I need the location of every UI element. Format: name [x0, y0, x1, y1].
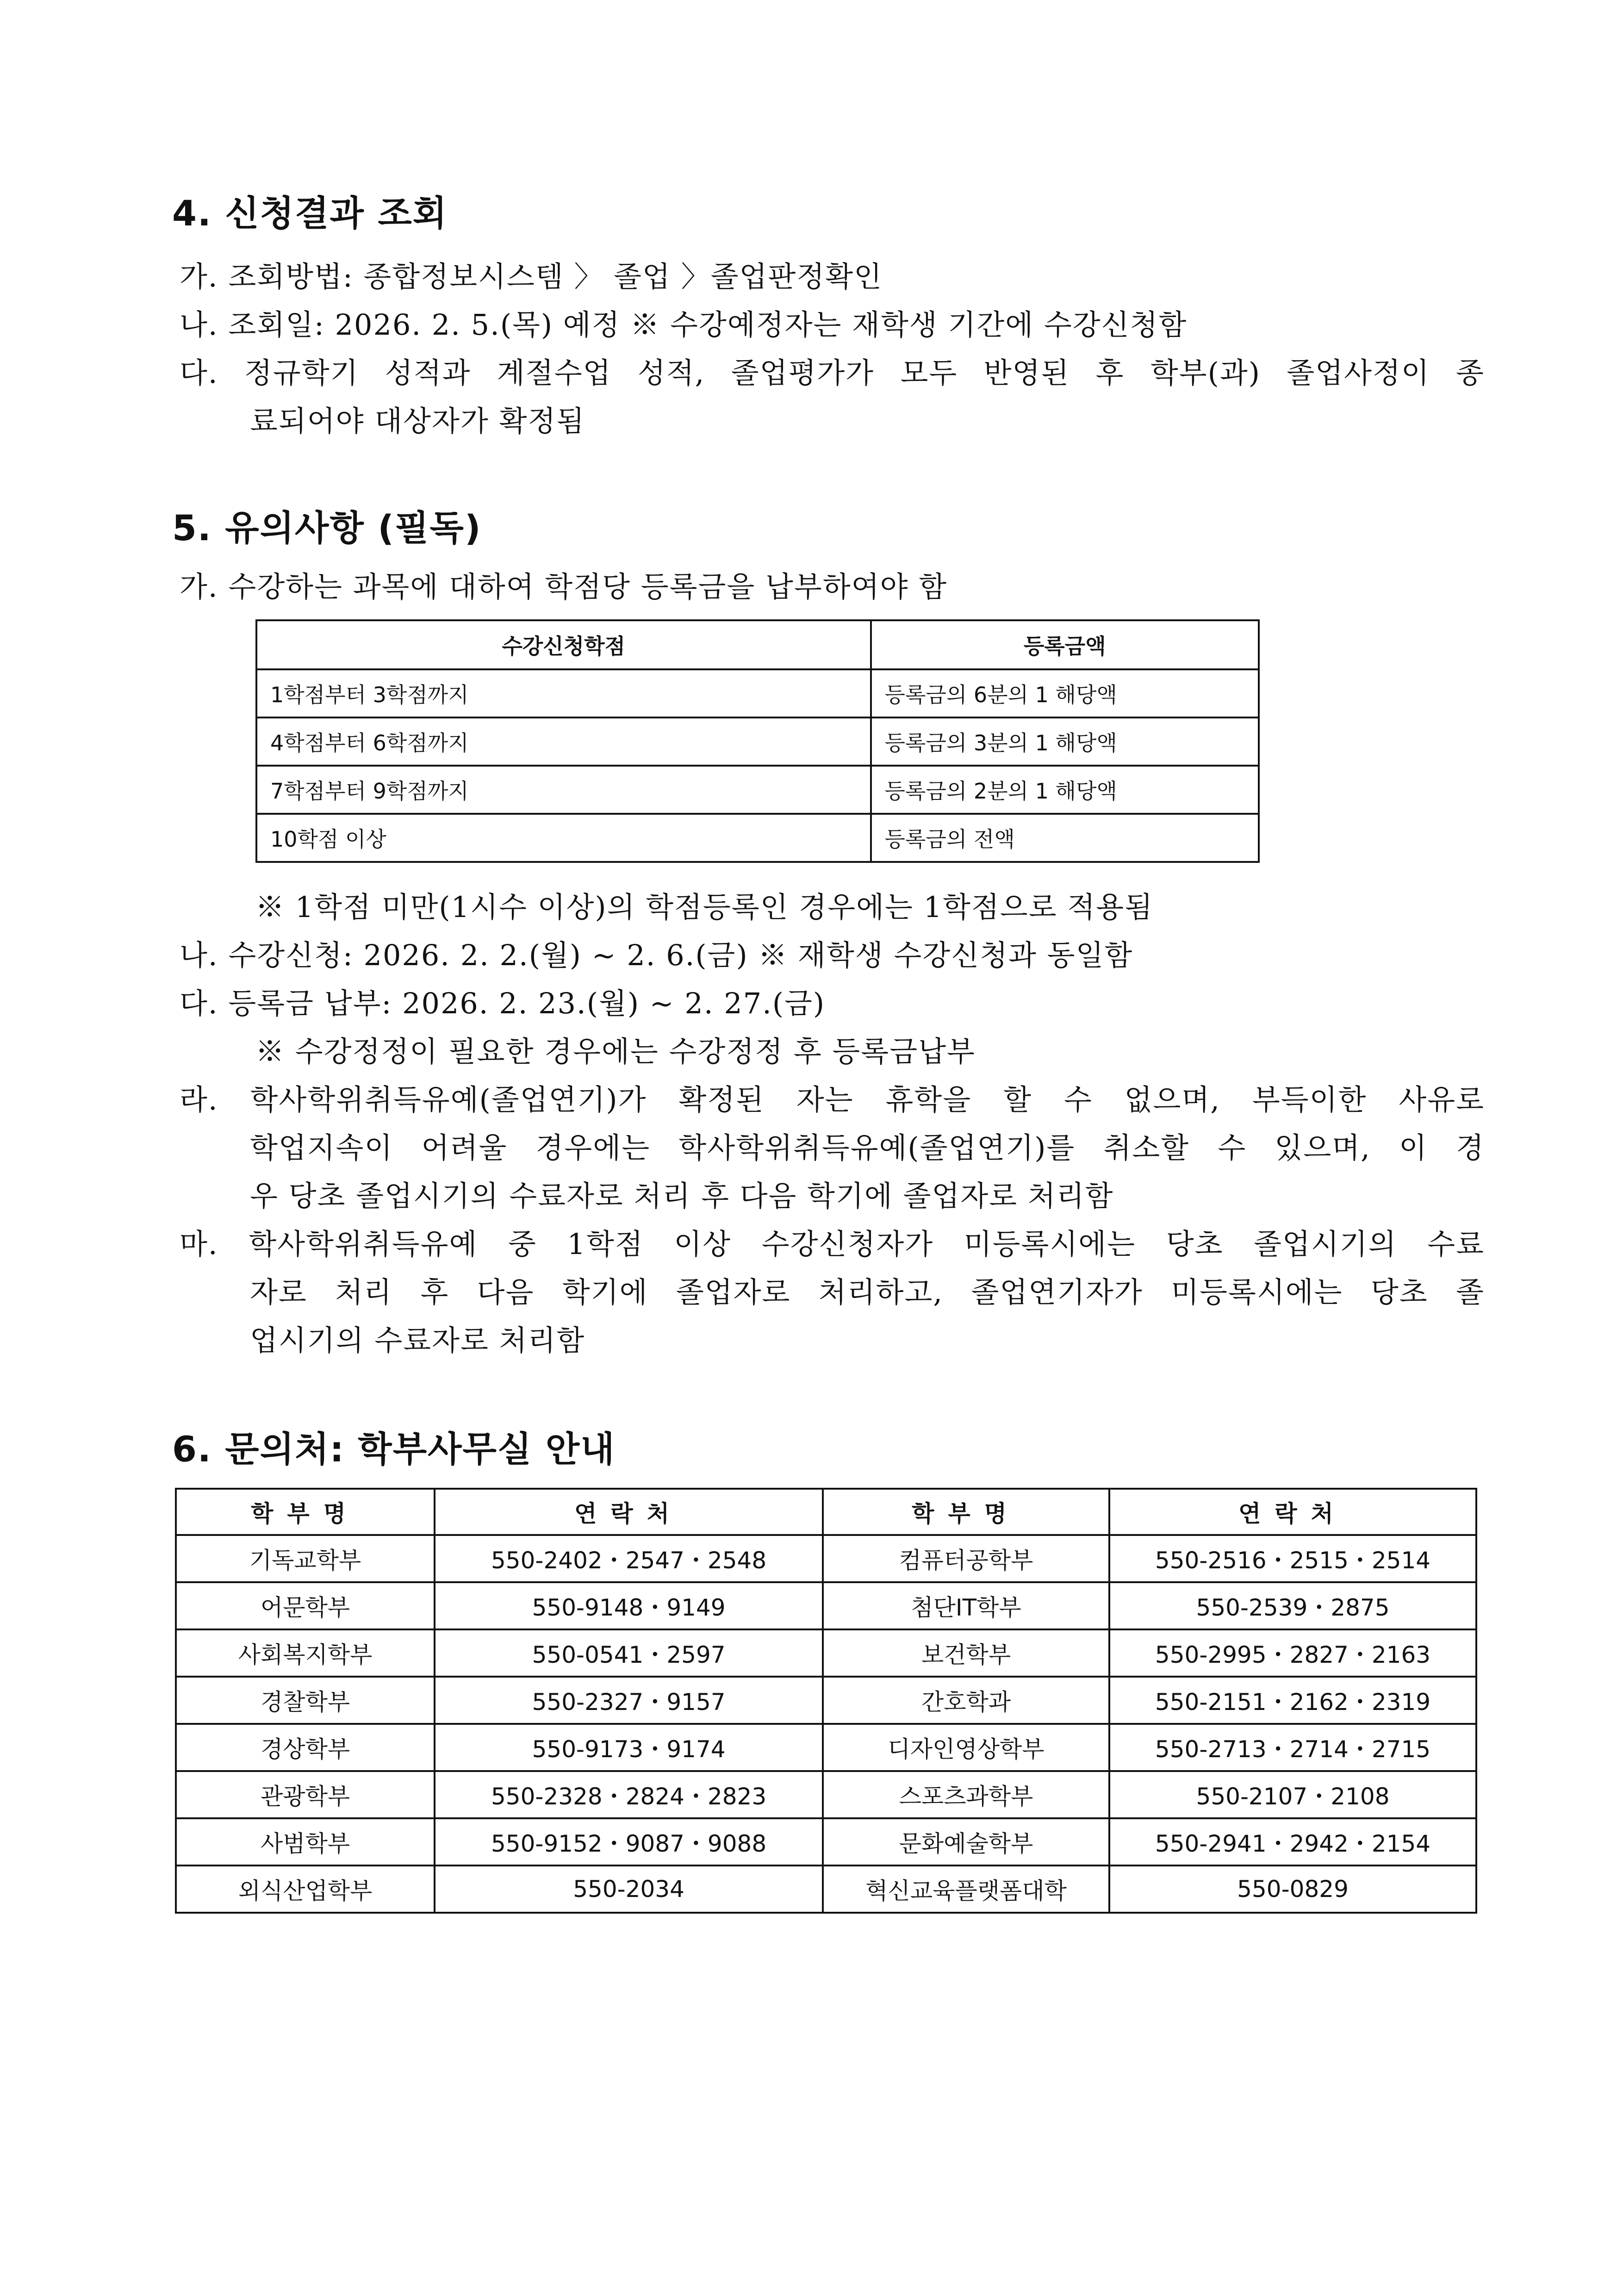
- item-marker: 가.: [180, 570, 218, 604]
- section-5-title: 5. 유의사항 (필독): [172, 507, 482, 549]
- dept-phone: 550-9173・9174: [435, 1724, 823, 1771]
- contact-table: [175, 1488, 1477, 1914]
- dept-name: 사범학부: [176, 1818, 435, 1866]
- fee-table-header: [256, 620, 1259, 669]
- contact-table-header-dept: 학부명: [176, 1489, 435, 1535]
- dept-phone: 550-2539・2875: [1109, 1582, 1476, 1629]
- dept-phone: 550-2713・2714・2715: [1109, 1724, 1476, 1771]
- section-4-item-da-cont: 료되어야 대상자가 확정됨: [250, 404, 585, 438]
- section-5-item-ra: [180, 1077, 1485, 1118]
- fee-table-amount: 등록금의 2분의 1 해당액: [871, 766, 1259, 814]
- fee-table-header-credits: 수강신청학점: [256, 620, 871, 669]
- dept-name: 사회복지학부: [176, 1629, 435, 1677]
- dept-name: 간호학과: [823, 1677, 1109, 1724]
- dept-phone: 550-2151・2162・2319: [1109, 1677, 1476, 1724]
- fee-table-row: [256, 718, 1259, 766]
- fee-table-credits: 4학점부터 6학점까지: [256, 718, 871, 766]
- section-6-title: 6. 문의처: 학부사무실 안내: [172, 1429, 616, 1470]
- item-text: 학사학위취득유예(졸업연기)가 확정된 자는 휴학을 할 수 없으며, 부득이한 사유로: [250, 1083, 1485, 1117]
- note-course-correction: ※ 수강정정이 필요한 경우에는 수강정정 후 등록금납부: [255, 1035, 976, 1068]
- dept-phone: 550-2107・2108: [1109, 1771, 1476, 1818]
- dept-phone: 550-0541・2597: [435, 1629, 823, 1677]
- item-marker: 마.: [180, 1227, 218, 1261]
- fee-table-credits: 1학점부터 3학점까지: [256, 669, 871, 718]
- dept-name: 관광학부: [176, 1771, 435, 1818]
- section-5-item-ra-line3: 우 당초 졸업시기의 수료자로 처리 후 다음 학기에 졸업자로 처리함: [250, 1179, 1114, 1213]
- dept-phone: 550-2941・2942・2154: [1109, 1818, 1476, 1866]
- contact-table-row: [176, 1771, 1476, 1818]
- dept-name: 디자인영상학부: [823, 1724, 1109, 1771]
- contact-table-row: [176, 1582, 1476, 1629]
- dept-phone: 550-0829: [1109, 1866, 1476, 1913]
- item-text: 수강신청: 2026. 2. 2.(월) ~ 2. 6.(금) ※ 재학생 수강신청과 동일함: [228, 938, 1133, 972]
- fee-table-row: [256, 669, 1259, 718]
- item-text: 조회방법: 종합정보시스템 〉 졸업 〉졸업판정확인: [228, 260, 883, 293]
- contact-table-row: [176, 1866, 1476, 1913]
- fee-table-amount: 등록금의 전액: [871, 814, 1259, 862]
- contact-table-row: [176, 1818, 1476, 1866]
- item-marker: 나.: [180, 938, 218, 972]
- fee-table-credits: 7학점부터 9학점까지: [256, 766, 871, 814]
- item-marker: 다.: [180, 356, 218, 390]
- section-4-item-na: [180, 302, 1187, 343]
- contact-table-row: [176, 1677, 1476, 1724]
- item-text: 등록금 납부: 2026. 2. 23.(월) ~ 2. 27.(금): [228, 986, 826, 1020]
- item-marker: 라.: [180, 1083, 218, 1117]
- dept-name: 기독교학부: [176, 1535, 435, 1582]
- section-5-item-ma-line2: 자로 처리 후 다음 학기에 졸업자로 처리하고, 졸업연기자가 미등록시에는 당초 졸: [250, 1275, 1485, 1309]
- dept-phone: 550-2402・2547・2548: [435, 1535, 823, 1582]
- contact-table-header: [176, 1489, 1476, 1535]
- fee-table-row: [256, 814, 1259, 862]
- dept-name: 경상학부: [176, 1724, 435, 1771]
- dept-name: 컴퓨터공학부: [823, 1535, 1109, 1582]
- dept-name: 보건학부: [823, 1629, 1109, 1677]
- section-5-item-ga: [180, 564, 947, 605]
- fee-table-amount: 등록금의 6분의 1 해당액: [871, 669, 1259, 718]
- fee-table-row: [256, 766, 1259, 814]
- item-text: 수강하는 과목에 대하여 학점당 등록금을 납부하여야 함: [228, 570, 948, 604]
- fee-table-credits: 10학점 이상: [256, 814, 871, 862]
- dept-name: 외식산업학부: [176, 1866, 435, 1913]
- contact-table-row: [176, 1724, 1476, 1771]
- contact-table-header-dept: 학부명: [823, 1489, 1109, 1535]
- note-credit-minimum: ※ 1학점 미만(1시수 이상)의 학점등록인 경우에는 1학점으로 적용됨: [255, 890, 1153, 924]
- section-4-item-da: [180, 350, 1485, 391]
- dept-name: 경찰학부: [176, 1677, 435, 1724]
- section-4-item-ga: [180, 254, 883, 295]
- item-marker: 가.: [180, 260, 218, 293]
- item-text: 정규학기 성적과 계절수업 성적, 졸업평가가 모두 반영된 후 학부(과) 졸업사정이 종: [244, 356, 1485, 390]
- dept-phone: 550-2034: [435, 1866, 823, 1913]
- contact-table-row: [176, 1535, 1476, 1582]
- dept-phone: 550-2328・2824・2823: [435, 1771, 823, 1818]
- fee-table: [255, 619, 1260, 863]
- section-5-item-ma: [180, 1221, 1485, 1262]
- dept-phone: 550-2995・2827・2163: [1109, 1629, 1476, 1677]
- item-marker: 나.: [180, 308, 218, 342]
- dept-phone: 550-9148・9149: [435, 1582, 823, 1629]
- fee-table-header-amount: 등록금액: [871, 620, 1259, 669]
- section-5-item-ma-line3: 업시기의 수료자로 처리함: [250, 1323, 585, 1357]
- section-5-item-na: [180, 932, 1133, 973]
- dept-name: 스포츠과학부: [823, 1771, 1109, 1818]
- dept-name: 혁신교육플랫폼대학: [823, 1866, 1109, 1913]
- dept-name: 문화예술학부: [823, 1818, 1109, 1866]
- section-5-item-ra-line2: 학업지속이 어려울 경우에는 학사학위취득유예(졸업연기)를 취소할 수 있으며, 이 경: [250, 1131, 1485, 1165]
- contact-table-header-phone: 연락처: [1109, 1489, 1476, 1535]
- item-marker: 다.: [180, 986, 218, 1020]
- dept-phone: 550-9152・9087・9088: [435, 1818, 823, 1866]
- section-5-item-da: [180, 980, 825, 1022]
- fee-table-amount: 등록금의 3분의 1 해당액: [871, 718, 1259, 766]
- section-4-title: 4. 신청결과 조회: [172, 193, 448, 234]
- dept-name: 첨단IT학부: [823, 1582, 1109, 1629]
- item-text: 조회일: 2026. 2. 5.(목) 예정 ※ 수강예정자는 재학생 기간에 수강신청함: [228, 308, 1188, 342]
- contact-table-row: [176, 1629, 1476, 1677]
- item-text: 학사학위취득유예 중 1학점 이상 수강신청자가 미등록시에는 당초 졸업시기의 수료: [249, 1227, 1485, 1261]
- dept-name: 어문학부: [176, 1582, 435, 1629]
- dept-phone: 550-2327・9157: [435, 1677, 823, 1724]
- contact-table-header-phone: 연락처: [435, 1489, 823, 1535]
- dept-phone: 550-2516・2515・2514: [1109, 1535, 1476, 1582]
